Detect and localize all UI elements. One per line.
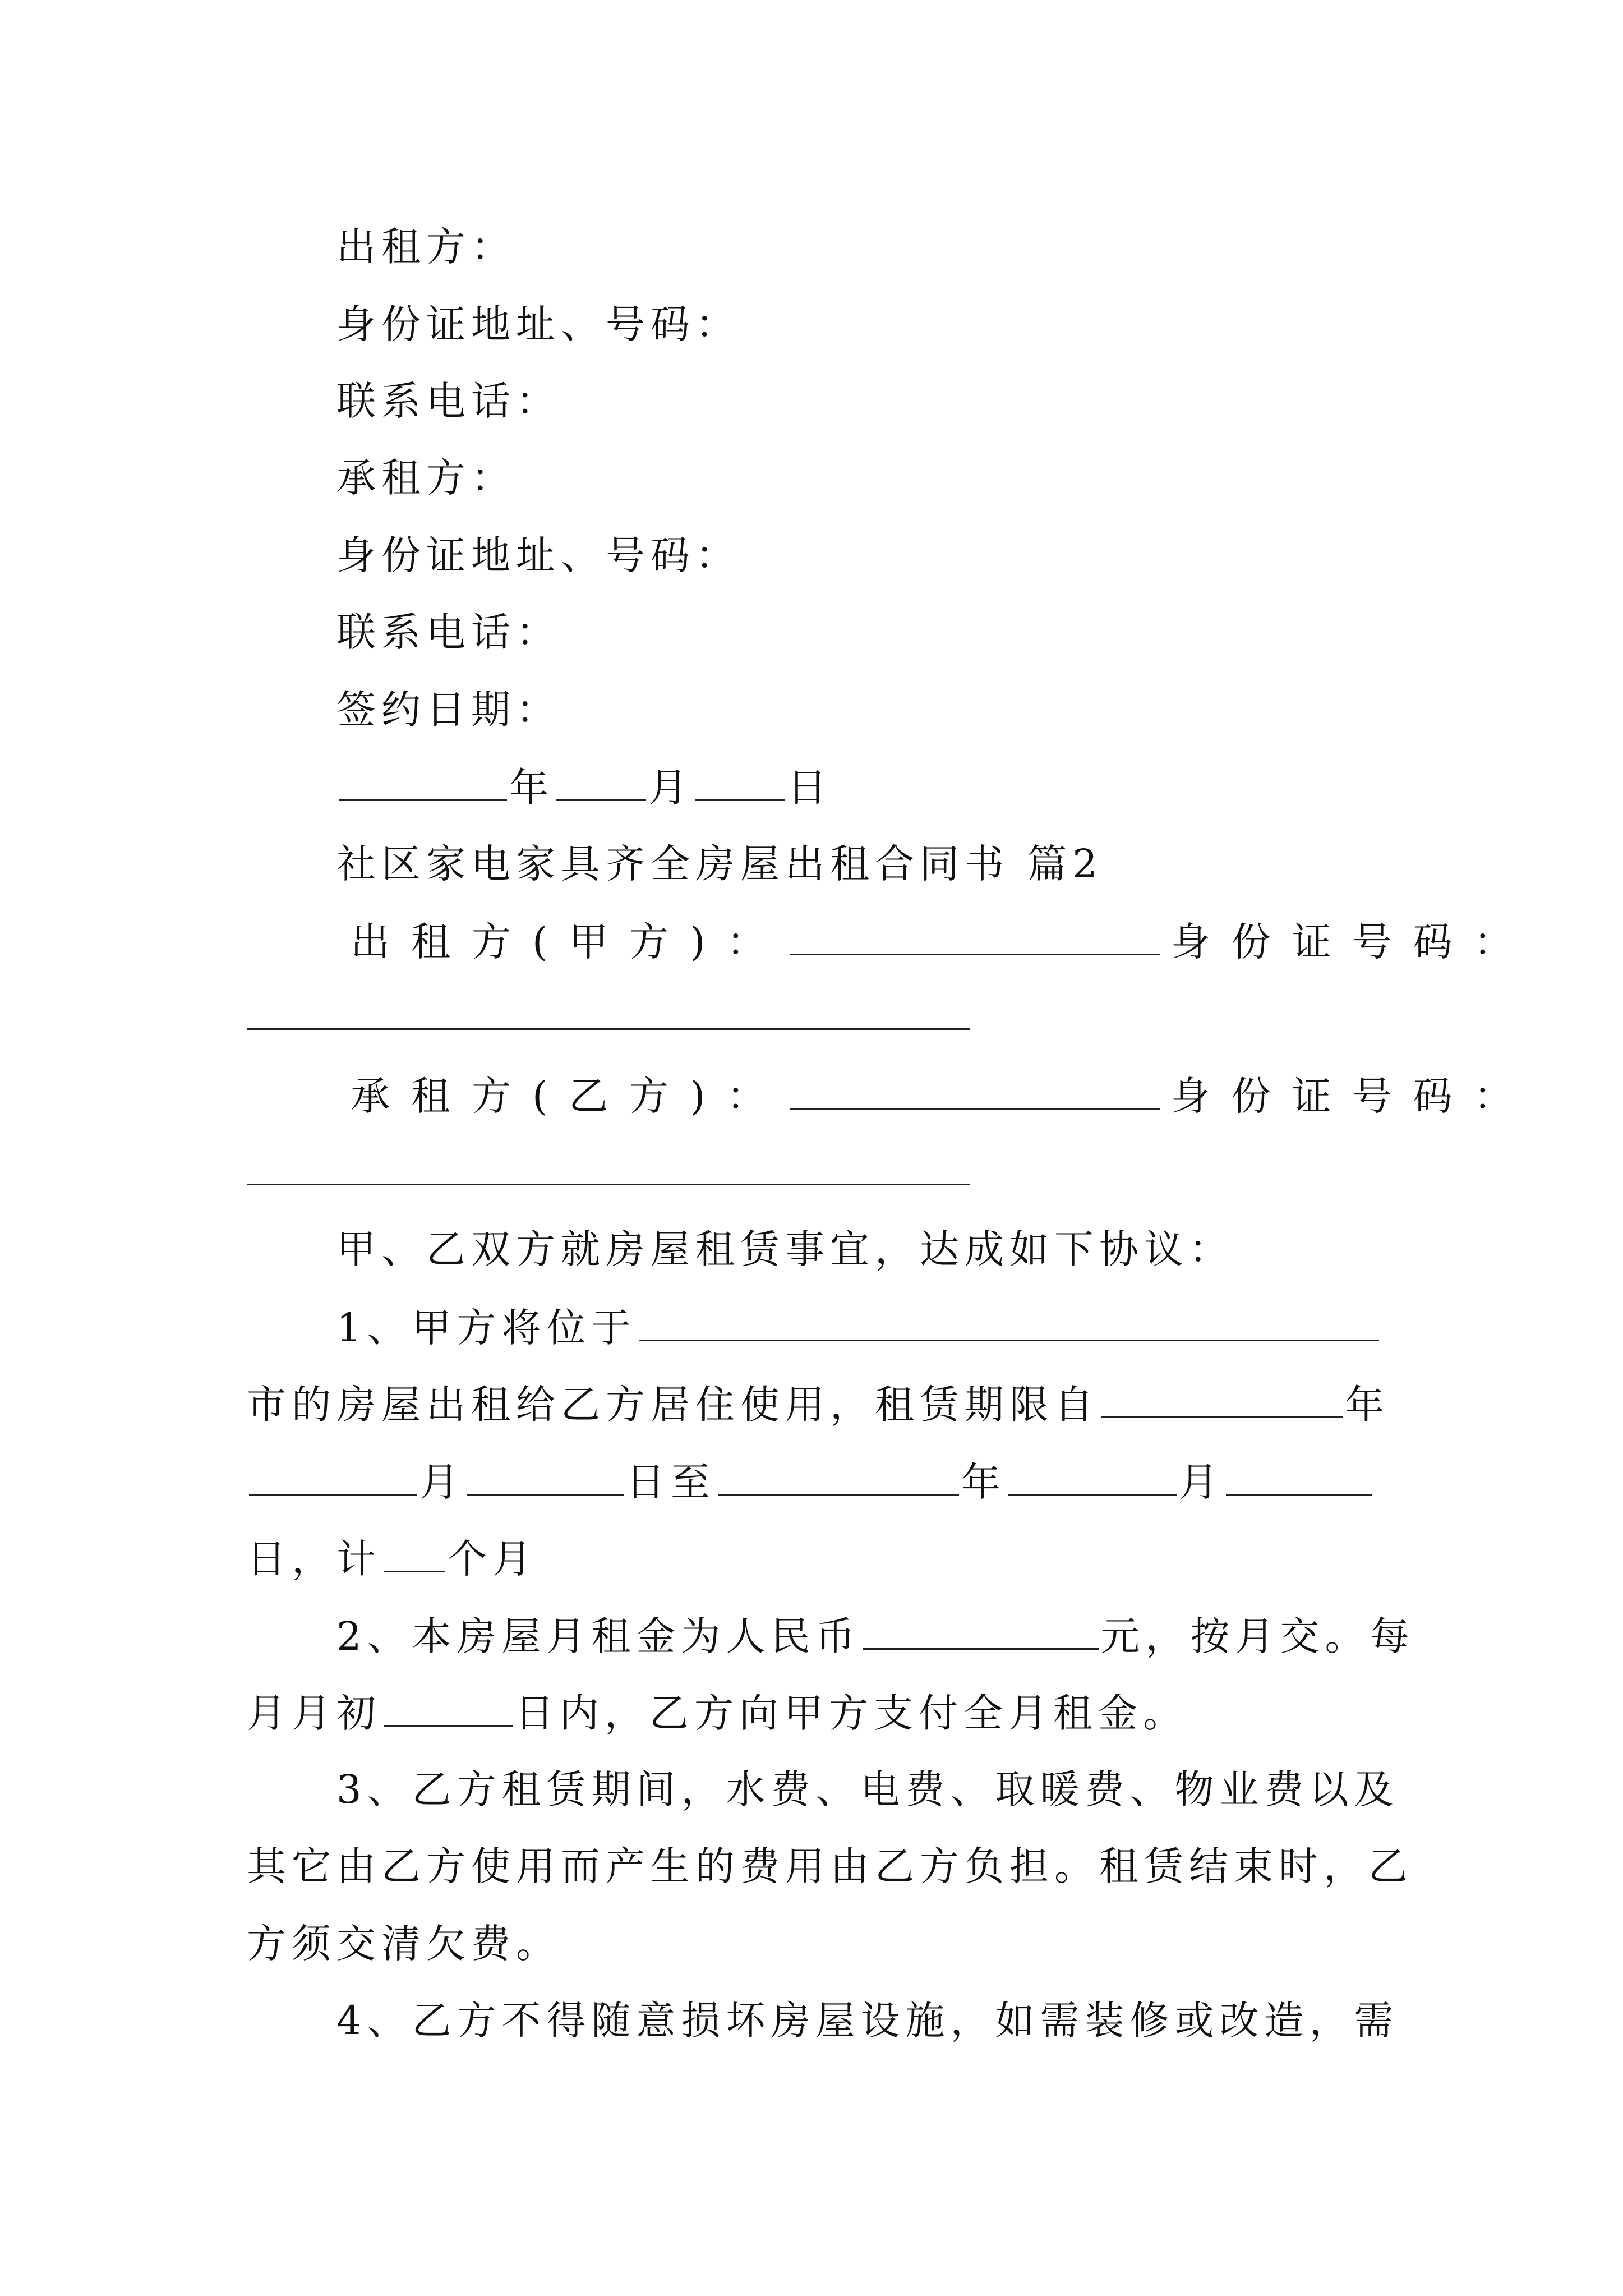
id-number-label-a: 身份证号码： <box>1170 919 1534 965</box>
lessor-id-label: 身份证地址、号码： <box>336 301 740 347</box>
clause-1-line-2 <box>247 1382 1390 1428</box>
clause-1-year: 年 <box>1345 1382 1390 1428</box>
start-year-blank <box>1101 1384 1343 1418</box>
clause-1-end-month: 月 <box>1179 1459 1224 1505</box>
section-title: 社区家电家具齐全房屋出租合同书 篇2 <box>336 841 1103 887</box>
clause-1-total: 日，计 <box>247 1536 381 1582</box>
month-blank <box>556 767 646 801</box>
clause-2-end: 元，按月交。每 <box>1100 1613 1415 1659</box>
day-blank <box>695 767 785 801</box>
date-year: 年 <box>509 765 554 811</box>
clause-4-line-1: 4、乙方不得随意损坏房屋设施，如需装修或改造，需 <box>336 1998 1399 2044</box>
date-month: 月 <box>648 765 693 811</box>
lessor-phone-label: 联系电话： <box>336 378 561 424</box>
party-b-id-blank <box>247 1184 970 1185</box>
lessee-phone-label: 联系电话： <box>336 609 561 655</box>
agreement-intro: 甲、乙双方就房屋租赁事宜，达成如下协议： <box>336 1226 1234 1272</box>
party-b-blank <box>790 1075 1160 1110</box>
party-a-line <box>351 919 1534 965</box>
clause-2-start: 2、本房屋月租金为人民币 <box>336 1613 861 1659</box>
clause-1-day-to: 日至 <box>626 1459 716 1505</box>
clause-1-month: 月 <box>419 1459 464 1505</box>
clause-1-months: 个月 <box>448 1536 537 1582</box>
party-a-label: 出租方(甲方)： <box>351 919 787 965</box>
months-blank <box>384 1538 445 1572</box>
clause-3-line-3: 方须交清欠费。 <box>247 1921 561 1967</box>
lessee-id-label: 身份证地址、号码： <box>336 532 740 578</box>
party-a-blank <box>790 921 1160 955</box>
clause-1-line-1 <box>336 1305 1381 1351</box>
end-day-blank <box>1226 1461 1372 1496</box>
date-day: 日 <box>787 765 832 811</box>
clause-3-line-2: 其它由乙方使用而产生的费用由乙方负担。租赁结束时，乙 <box>247 1843 1413 1889</box>
clause-2-line-2 <box>247 1690 1188 1736</box>
start-day-blank <box>467 1461 624 1496</box>
end-month-blank <box>1008 1461 1177 1496</box>
lessee-label: 承租方： <box>336 455 516 501</box>
clause-2-line-2-end: 日内，乙方向甲方支付全月租金。 <box>515 1690 1188 1736</box>
clause-1-start: 1、甲方将位于 <box>336 1305 637 1351</box>
location-blank <box>639 1307 1379 1341</box>
party-a-id-blank <box>247 1028 970 1030</box>
end-year-blank <box>718 1461 959 1496</box>
year-blank <box>339 767 507 801</box>
pay-day-blank <box>384 1692 513 1727</box>
rent-blank <box>863 1616 1099 1650</box>
clause-1-line-2-text: 市的房屋出租给乙方居住使用，租赁期限自 <box>247 1382 1099 1428</box>
clause-2-line-2-start: 月月初 <box>247 1690 381 1736</box>
date-line <box>336 765 832 811</box>
lessor-label: 出租方： <box>336 224 516 270</box>
clause-2-line-1 <box>336 1613 1415 1659</box>
party-b-line <box>351 1073 1534 1119</box>
clause-1-line-4 <box>247 1536 537 1582</box>
party-b-label: 承租方(乙方)： <box>351 1073 787 1119</box>
sign-date-label: 签约日期： <box>336 687 561 733</box>
id-number-label-b: 身份证号码： <box>1170 1073 1534 1119</box>
clause-1-line-3 <box>247 1459 1374 1505</box>
clause-1-end-year: 年 <box>961 1459 1006 1505</box>
start-month-blank <box>249 1461 417 1496</box>
clause-3-line-1: 3、乙方租赁期间，水费、电费、取暖费、物业费以及 <box>336 1766 1399 1812</box>
